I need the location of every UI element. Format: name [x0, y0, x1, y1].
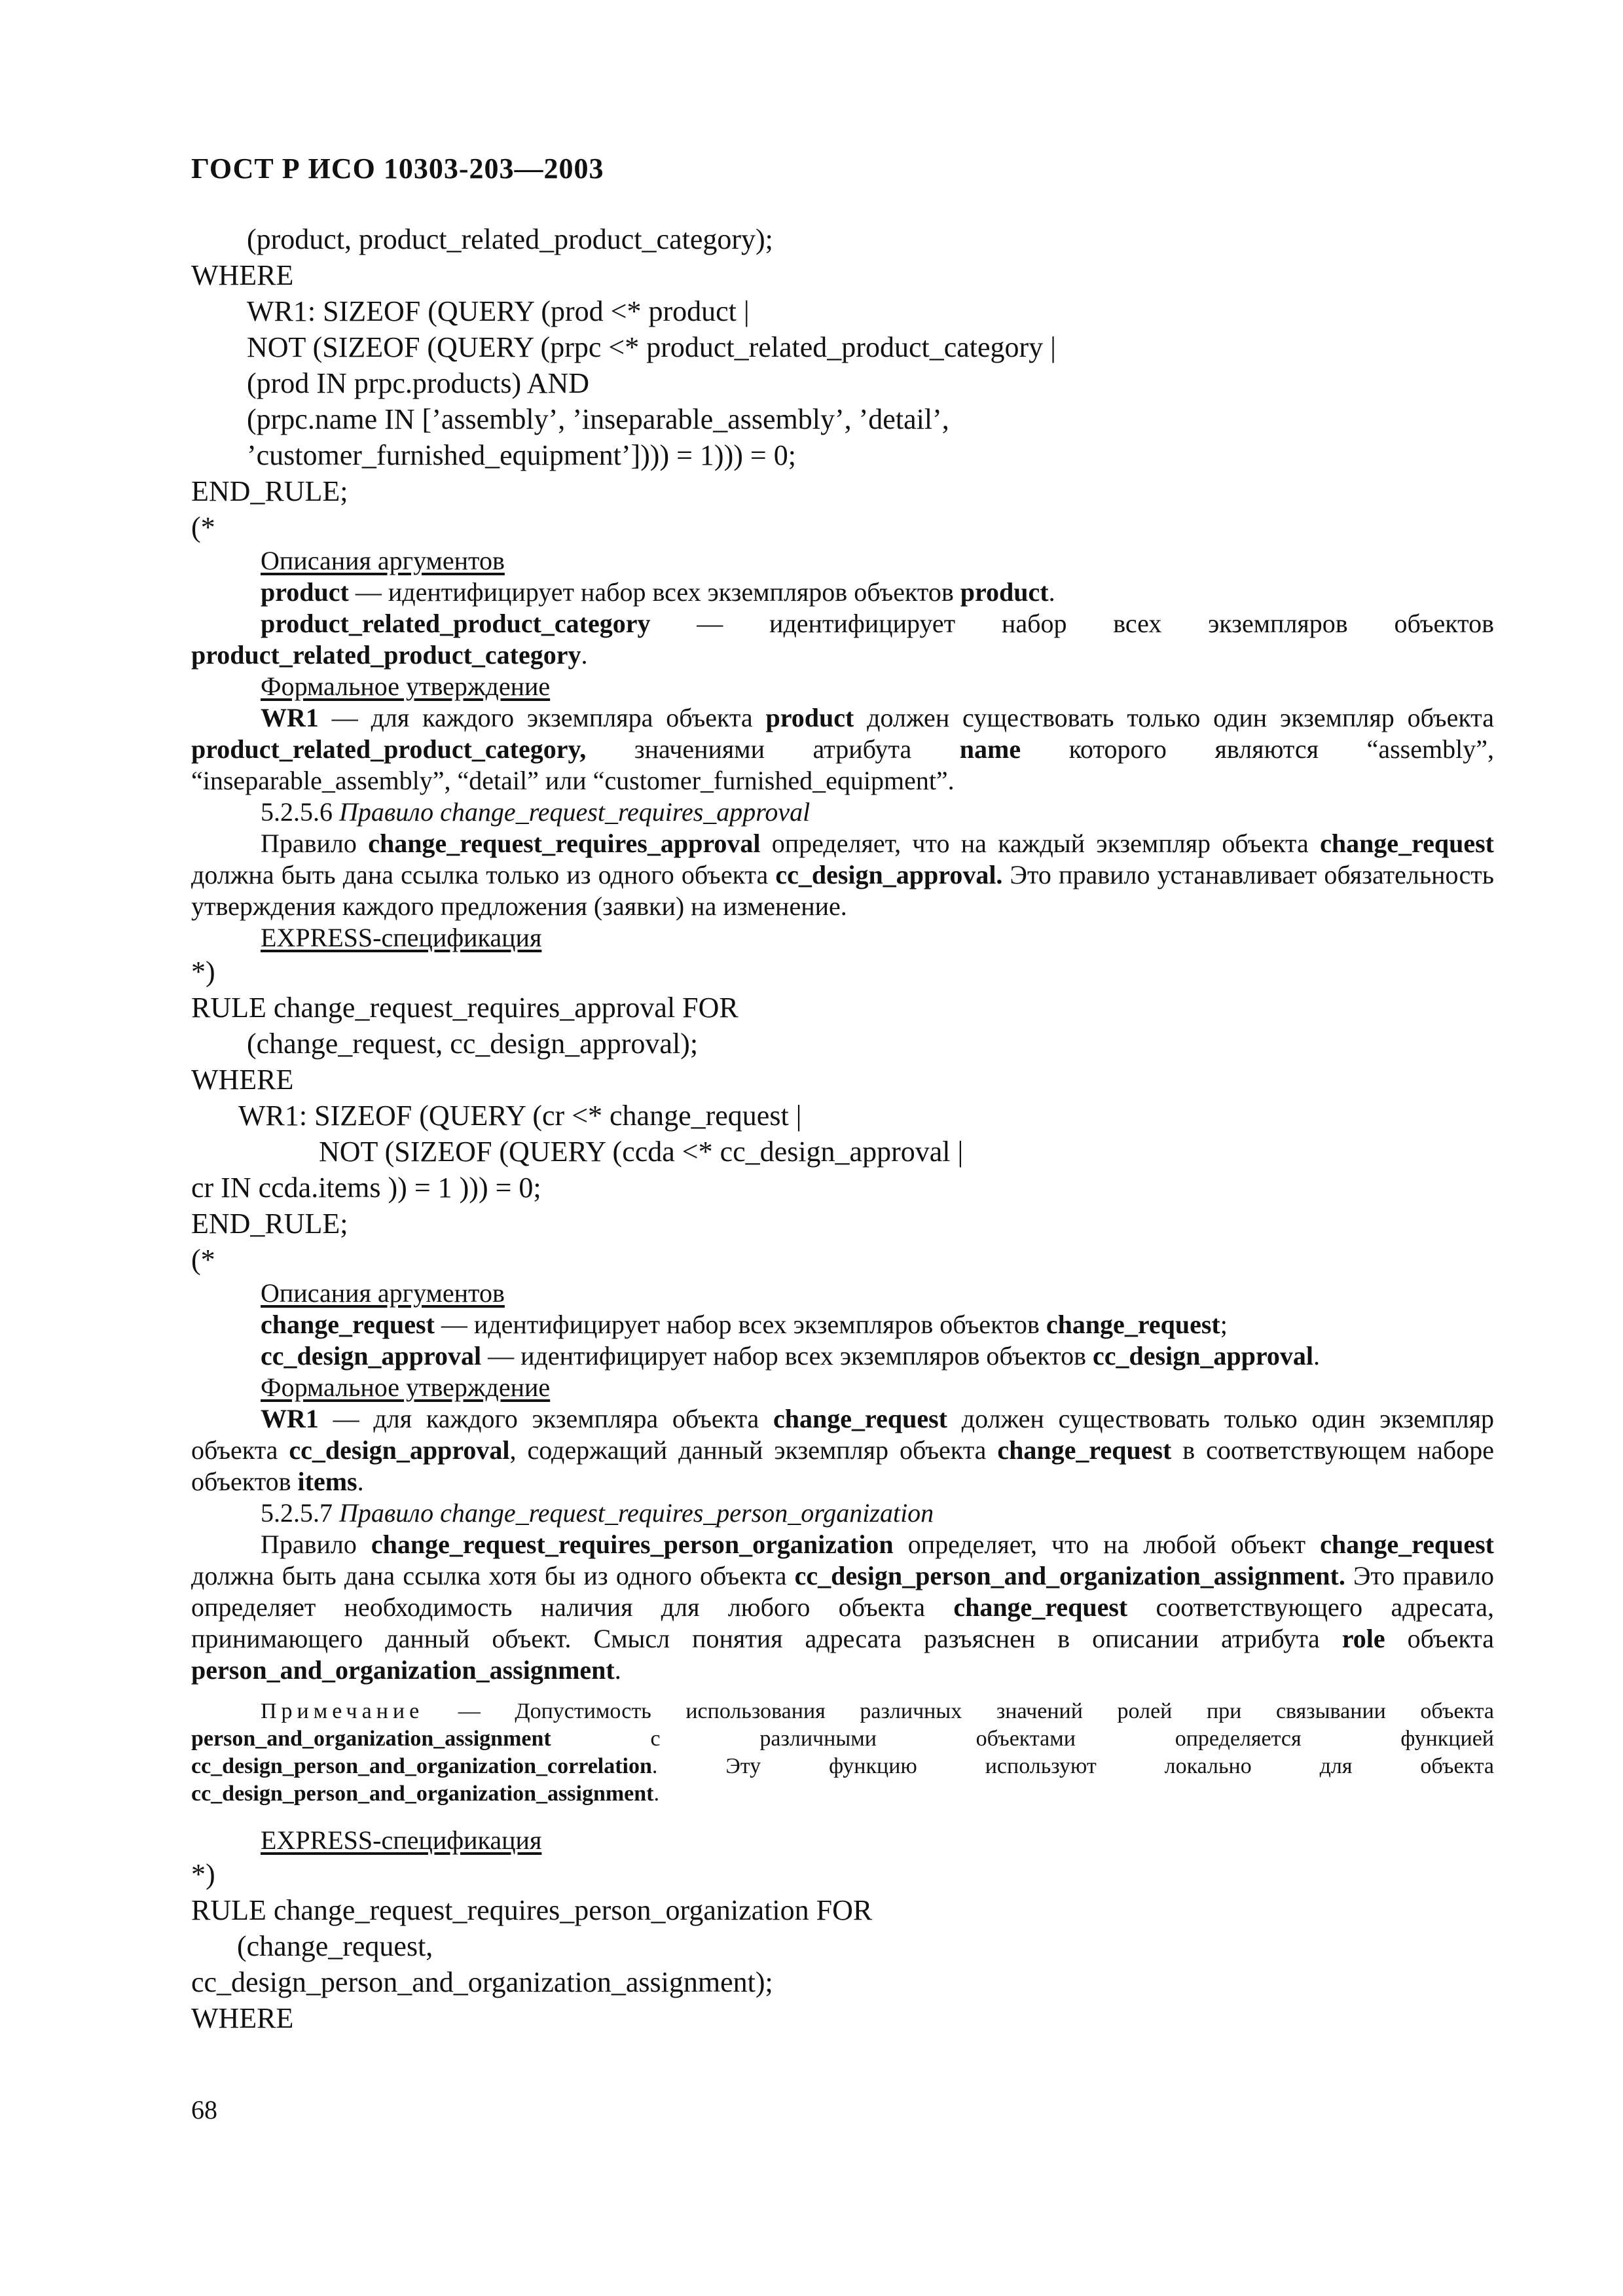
code-line: (change_request,	[237, 1930, 433, 1962]
code-block-continuation	[191, 221, 1494, 545]
code-line: WHERE	[191, 259, 294, 291]
code-line: NOT (SIZEOF (QUERY (ccda <* cc_design_approval |	[319, 1136, 964, 1168]
formal-statement-heading: Формальное утверждение	[261, 672, 551, 701]
code-line: NOT (SIZEOF (QUERY (prpc <* product_related_product_category |	[247, 331, 1056, 363]
code-line: WHERE	[191, 1064, 294, 1096]
code-line: *)	[191, 956, 215, 988]
express-heading: EXPRESS-спецификация	[261, 1825, 542, 1855]
note-label: Примечание	[261, 1699, 424, 1723]
argument-description: product_related_product_category — идентифицирует набор всех экземпляров объектов product_related_product_category.	[191, 609, 1494, 670]
code-line: cr IN ccda.items )) = 1 ))) = 0;	[191, 1172, 541, 1204]
arguments-heading: Описания аргументов	[261, 546, 505, 575]
code-line: END_RULE;	[191, 475, 348, 507]
section-paragraph: Правило change_request_requires_approval определяет, что на каждый экземпляр объекта change_request должна быть дана ссылка только из одного объекта cc_design_approval. Это правило устанавливает обязательность утверждения каждого предложения (заявки) на изменение.	[191, 829, 1494, 921]
code-line: (prod IN prpc.products) AND	[247, 367, 589, 399]
document-header: ГОСТ Р ИСО 10303-203—2003	[191, 152, 604, 185]
code-line: ’customer_furnished_equipment’]))) = 1))) = 0;	[247, 439, 796, 471]
formal-statement: WR1 — для каждого экземпляра объекта change_request должен существовать только один экземпляр объекта cc_design_approval, содержащий данный экземпляр объекта change_request в соответствующем наборе объектов items.	[191, 1404, 1495, 1496]
code-line: RULE change_request_requires_person_organization FOR	[191, 1894, 873, 1926]
arguments-heading: Описания аргументов	[261, 1278, 505, 1308]
code-line: WR1: SIZEOF (QUERY (cr <* change_request |	[238, 1100, 802, 1132]
note: Примечание — Допустимость использования различных значений ролей при связывании объекта person_and_organization_assignment с различными объектами определяется функцией cc_design_person_and_organization_correlation. Эту функцию используют локально для объекта cc_design_person_and_organization_assignment.	[191, 1699, 1494, 1806]
express-heading: EXPRESS-спецификация	[261, 923, 542, 952]
page-body	[191, 221, 1494, 2036]
page-number: 68	[191, 2095, 217, 2125]
code-line: RULE change_request_requires_approval FOR	[191, 992, 739, 1024]
argument-description: product — идентифицирует набор всех экземпляров объектов product.	[261, 577, 1055, 607]
code-line: (prpc.name IN [’assembly’, ’inseparable_assembly’, ’detail’,	[247, 403, 949, 435]
code-line: (change_request, cc_design_approval);	[247, 1028, 699, 1060]
section-paragraph: Правило change_request_requires_person_organization определяет, что на любой объект change_request должна быть дана ссылка хотя бы из одного объекта cc_design_person_and_organization_assignment. Это правило определяет необходимость наличия для любого объекта change_request соответствующего адресата, принимающего данный объект. Смысл понятия адресата разъяснен в описании атрибута role объекта person_and_organization_assignment.	[191, 1530, 1494, 1685]
code-block	[191, 1856, 1494, 2036]
code-line: (*	[191, 511, 215, 543]
argument-description: cc_design_approval — идентифицирует набор всех экземпляров объектов cc_design_approval.	[261, 1341, 1321, 1371]
code-line: END_RULE;	[191, 1208, 348, 1240]
formal-statement-heading: Формальное утверждение	[261, 1372, 551, 1402]
code-block	[191, 954, 1494, 1278]
formal-statement: WR1 — для каждого экземпляра объекта product должен существовать только один экземпляр объекта product_related_product_category, значениями атрибута name которого являются “assembly”, “inseparable_assembly”, “detail” или “customer_furnished_equipment”.	[191, 703, 1494, 795]
code-line: WR1: SIZEOF (QUERY (prod <* product |	[247, 295, 750, 327]
code-line: WHERE	[191, 2002, 294, 2034]
code-line: (*	[191, 1244, 215, 1276]
code-line: *)	[191, 1858, 215, 1890]
section-heading: 5.2.5.6 Правило change_request_requires_approval	[261, 797, 811, 827]
argument-description: change_request — идентифицирует набор всех экземпляров объектов change_request;	[261, 1310, 1228, 1339]
code-line: cc_design_person_and_organization_assignment);	[191, 1966, 773, 1998]
section-heading: 5.2.5.7 Правило change_request_requires_person_organization	[261, 1498, 934, 1528]
code-line: (product, product_related_product_category);	[247, 223, 773, 255]
